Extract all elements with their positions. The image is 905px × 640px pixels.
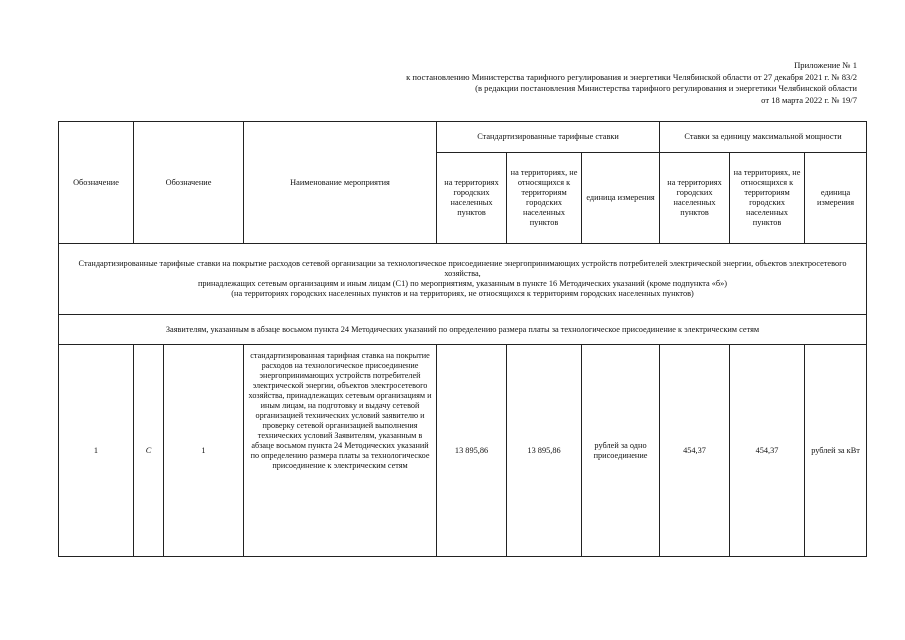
header-nonurban-cap: на территориях, не относящихся к территориям городских населенных пунктов <box>730 153 805 244</box>
row-urban-cap: 454,37 <box>660 345 730 557</box>
row-index: 1 <box>164 345 244 557</box>
header-designation-2: Обозначение <box>134 122 244 244</box>
row-unit: рублей за одно присоединение <box>582 345 660 557</box>
header-nonurban: на территориях, не относящихся к территориям городских населенных пунктов <box>507 153 582 244</box>
document-header <box>406 60 857 106</box>
section-title-line3: (на территориях городских населенных пунктов и на территориях, не относящихся к территориям городских населенных пунктов) <box>231 289 694 298</box>
header-unit-cap: единица измерения <box>805 153 867 244</box>
section-title-line2: принадлежащих сетевым организациям и иным лицам (C1) по мероприятиям, указанным в пункте 16 Методических указаний (кроме подпункта «б») <box>197 279 728 288</box>
header-urban-cap: на территориях городских населенных пунктов <box>660 153 730 244</box>
revision-reference: (в редакции постановления Министерства тарифного регулирования и энергетики Челябинской области <box>475 83 857 93</box>
header-capacity-rates: Ставки за единицу максимальной мощности <box>660 122 867 153</box>
row-unit-cap: рублей за кВт <box>805 345 867 557</box>
row-letter: С <box>134 345 164 557</box>
header-event-name: Наименование мероприятия <box>244 122 437 244</box>
appendix-number: Приложение № 1 <box>794 60 857 70</box>
header-unit: единица измерения <box>582 153 660 244</box>
tariff-table <box>58 121 867 557</box>
row-number: 1 <box>59 345 134 557</box>
header-designation: Обозначение <box>59 122 134 244</box>
section-title <box>59 244 867 315</box>
row-nonurban-cap: 454,37 <box>730 345 805 557</box>
resolution-reference: к постановлению Министерства тарифного регулирования и энергетики Челябинской области от 27 декабря 2021 г. № 83/2 <box>406 71 857 82</box>
row-nonurban-rate: 13 895,86 <box>507 345 582 557</box>
header-standard-rates: Стандартизированные тарифные ставки <box>437 122 660 153</box>
row-urban-rate: 13 895,86 <box>437 345 507 557</box>
table-row <box>59 345 867 557</box>
row-description: стандартизированная тарифная ставка на покрытие расходов на технологическое присоединение энергопринимающих устройств потребителей электрической энергии, объектов электросетевого хозяйства, принадлежащих сетевым организациям и иным лицам, на подготовку и выдачу сетевой организацией технических условий заявителю и проверку сетевой организацией выполнения технических условий Заявителям, указанным в абзаце восьмом пункта 24 Методических указаний по определению размера платы за технологическое присоединение к электрическим сетям <box>244 345 437 557</box>
revision-date: от 18 марта 2022 г. № 19/7 <box>761 94 857 105</box>
header-urban: на территориях городских населенных пунктов <box>437 153 507 244</box>
section-title-line1: Стандартизированные тарифные ставки на покрытие расходов сетевой организации за технологическое присоединение энергопринимающих устройств потребителей электрической энергии, объектов электросетевого хозяйства, <box>78 259 847 278</box>
subsection-title: Заявителям, указанным в абзаце восьмом пункта 24 Методических указаний по определению размера платы за технологическое присоединение к электрическим сетям <box>59 315 867 345</box>
